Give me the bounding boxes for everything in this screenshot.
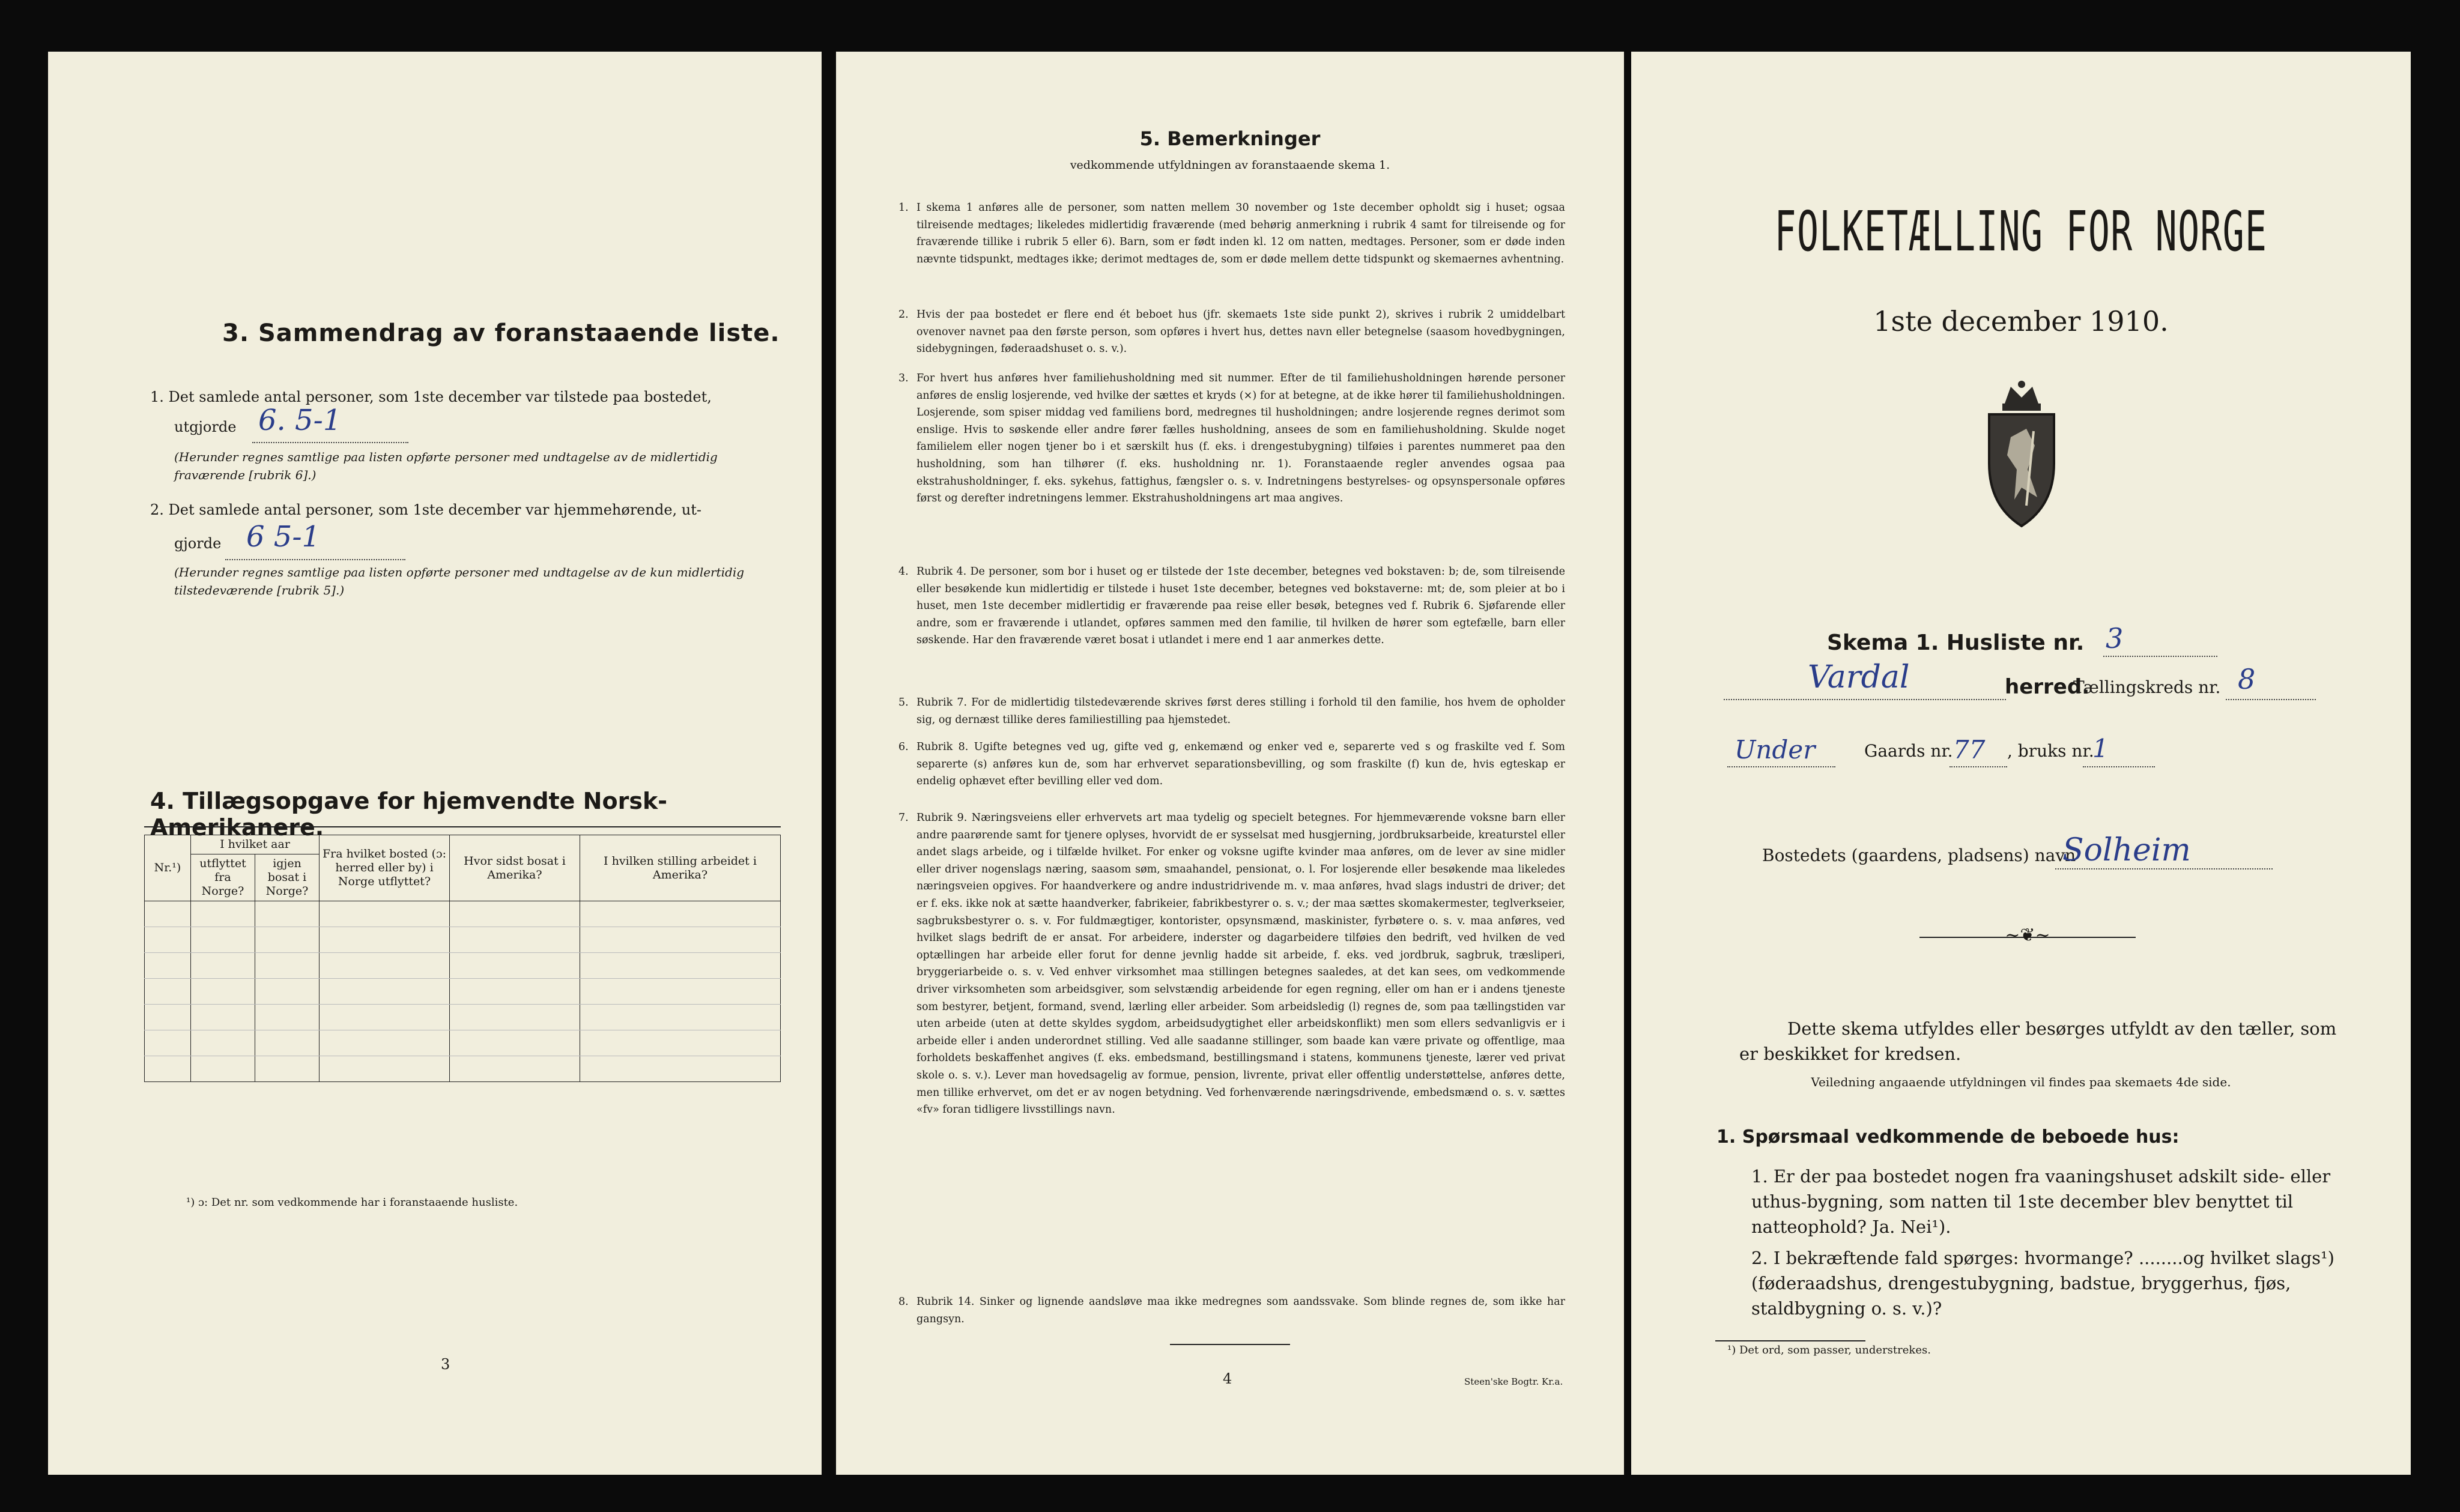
veiledning: Veiledning angaaende utfyldningen vil findes paa skemaets 4de side.: [1811, 1075, 2231, 1089]
divider-rule: [1170, 1344, 1290, 1345]
ornament: ~❦~: [2005, 925, 2050, 946]
husliste-nr: 3: [2106, 622, 2124, 655]
remark-6: 6. Rubrik 8. Ugifte betegnes ved ug, gifte ved g, enkemænd og enker ved e, separerte ved s og fraskilte ved f. Som separerte (s) anføres kun de, som har erhvervet separationsbevilling, og som fraskilte (f) kun de, hvis egteskap er endelig ophævet efter bevilling eller ved dom.: [898, 741, 1565, 788]
kreds-label: Tællingskreds nr.: [2073, 677, 2221, 697]
col-stilling: I hvilken stilling arbeidet i Amerika?: [580, 835, 781, 901]
question-2: 2. I bekræftende fald spørges: hvormange? ........og hvilket slags¹) (føderaadshus, drengestubygning, badstue, bryggerhus, fjøs, staldbygning o. s. v.)?: [1751, 1248, 2334, 1319]
remark-7: 7. Rubrik 9. Næringsveiens eller erhvervets art maa tydelig og specielt betegnes. For hjemmeværende voksne barn eller andre paarørende samt for tjenere oplyses, hvorvidt de er sysselsat med husgjerning, jordbruksarbeide, kreaturstel eller andet slags arbeide, og i tilfælde hvilket. For enker og voksne ugifte kvinder maa anføres, om de lever av sine midler eller driver nogenslags næring, saasom søm, smaahandel, pensionat, o. l. For losjerende eller besøkende maa likeledes næringsveien opgives. For haandverkere og andre industridrivende m. v. maa anføres, hvad slags industri de driver; det er f. eks. ikke nok at sætte haandverker, fabrikeier, fabrikbestyrer o. s. v.; der maa sættes skomakermester, teglverkseier, sagbruksbestyrer o. s. v. For fuldmægtiger, kontorister, opsynsmænd, maskinister, fyrbøtere o. s. v. maa anføres, ved hvilket slags bedrift de er ansat. For arbeidere, inderster og dagarbeidere tilføies den bedrift, ved hvilken de ved optællingen har arbeide eller forut for denne jevnlig hadde sit arbeide, f. eks. ved jordbruk, sagbruk, træsliperi, bryggeriarbeide o. s. v. Ved enhver virksomhet maa stillingen betegnes saaledes, at det kan sees, om vedkommende driver virksomheten som arbeidsgiver, som selvstændig arbeidende for egen regning, eller om han er i andens tjeneste som bestyrer, betjent, formand, svend, lærling eller arbeider. Som arbeidsledig (l) regnes de, som paa tællingstiden var uten arbeide (uten at dette skyldes sygdom, arbeidsudygtighet eller arbeidskonflikt) men som ellers sedvanligvis er i arbeide eller i anden underordnet stilling. Ved alle saadanne stillinger, som baade kan være private og offentlige, maa forholdets beskaffenhet angives (f. eks. embedsmand, bestillingsmand i statens, kommunens tjeneste, lærer ved privat skole o. s. v.). Lever man hovedsagelig av formue, pension, livrente, privat eller offentlig understøttelse, anføres dette, men tillike erhvervet, om det er av nogen betydning. Ved forhenværende næringsdrivende, embedsmænd o. s. v. sættes «fv» foran tidligere livsstillings navn.: [898, 812, 1565, 1116]
s3-item-1-line: [252, 442, 408, 443]
s3-item-1-label: utgjorde: [174, 419, 237, 435]
table-row: [145, 1030, 781, 1056]
gaard-nr: 77: [1953, 735, 1986, 764]
table-row: [145, 1005, 781, 1030]
herred-handwriting: Vardal: [1808, 659, 1910, 695]
section-4-title: 4. Tillægsopgave for hjemvendte Norsk-Amerikanere.: [150, 788, 667, 841]
s3-item-1: 1. Det samlede antal personer, som 1ste december var tilstede paa bostedet,: [150, 389, 712, 405]
page-number-3: 3: [441, 1356, 450, 1373]
footnote: ¹) Det ord, som passer, understrekes.: [1727, 1344, 1931, 1356]
coat-of-arms-icon: [1969, 380, 2074, 530]
s3-item-2-label: gjorde: [174, 535, 222, 552]
remark-1: 1. I skema 1 anføres alle de personer, som natten mellem 30 november og 1ste december opholdt sig i huset; ogsaa tilreisende medtages; likeledes midlertidig fraværende (med behørig anmerkning i rubrik 4 samt for tilreisende og for fraværende tillike i rubrik 5 eller 6). Barn, som er født inden kl. 12 om natten, medtages. Personer, som er døde inden nævnte tidspunkt, medtages ikke; derimot medtages de, som er døde mellem dette tidspunkt og skemaernes avhentning.: [898, 202, 1565, 265]
s3-item-2: 2. Det samlede antal personer, som 1ste december var hjemmehørende, ut-: [150, 501, 701, 518]
s3-item-1-note: (Herunder regnes samtlige paa listen opførte personer med undtagelse av de midlertidig fraværende [rubrik 6].): [174, 450, 718, 482]
col-group-year: I hvilket aar: [191, 835, 320, 854]
bosted-handwriting: Solheim: [2062, 832, 2191, 868]
col-nr: Nr.¹): [145, 835, 191, 901]
remark-4: 4. Rubrik 4. De personer, som bor i huset og er tilstede der 1ste december, betegnes ved bokstaven: b; de, som tilreisende eller besøkende kun midlertidig er tilstede i huset 1ste december, betegnes ved bokstaverne: mt; de, som pleier at bo i huset, men 1ste december midlertidig er fraværende paa reise eller besøk, betegnes ved f. Rubrik 6. Sjøfarende eller andre, som er fraværende i utlandet, opføres sammen med den familie, til hvilken de hører som egtefælle, barn eller søskende. Har den fraværende været bosat i utlandet i mere end 1 aar anmerkes dette.: [898, 566, 1565, 647]
gaard-label: Gaards nr.: [1864, 741, 1953, 761]
col-igjen-bosat: igjen bosat i Norge?: [255, 854, 320, 901]
s3-item-2-handwriting: 6 5-1: [246, 520, 321, 554]
page-number-4: 4: [1223, 1370, 1232, 1387]
table-row: [145, 927, 781, 953]
bruk-nr: 1: [2092, 734, 2109, 763]
table-row: [145, 953, 781, 979]
census-title: FOLKETÆLLING FOR NORGE: [1774, 199, 2268, 264]
bosted-label: Bostedets (gaardens, pladsens) navn: [1762, 845, 2076, 865]
question-1: 1. Er der paa bostedet nogen fra vaaningshuset adskilt side- eller uthus-bygning, som natten til 1ste december blev benyttet til natteophold? Ja. Nei¹).: [1751, 1166, 2331, 1237]
remark-3: 3. For hvert hus anføres hver familiehusholdning med sit nummer. Efter de til familiehusholdningen hørende personer anføres de enslig losjerende, ved hvilke der sættes et kryds (×) for at betegne, at de ikke hører til familiehusholdningen. Losjerende, som spiser middag ved familiens bord, medregnes til husholdningen; andre losjerende regnes derimot som enslige. Hvis to søskende eller andre fører fælles husholdning, ansees de som en familiehusholdning. Skulde noget familielem eller nogen tjener bo i et særskilt hus (f. eks. i drengestubygning) tilføies i parentes nummeret paa den husholdning, som han tilhører (f. eks. husholdning nr. 1). Foranstaaende regler anvendes ogsaa paa ekstrahusholdninger, f. eks. sykehus, fattighus, fængsler o. s. v. Indretningens bestyrelses- og opsynspersonale opføres først og derefter indretningens lemmer. Ekstrahusholdningens art maa angives.: [898, 372, 1565, 505]
census-date: 1ste december 1910.: [1873, 305, 2169, 337]
s3-item-1-handwriting: 6. 5-1: [258, 404, 342, 437]
remark-8: 8. Rubrik 14. Sinker og lignende aandsløve maa ikke medregnes som aandssvake. Som blinde regnes de, som ikke har gangsyn.: [898, 1296, 1565, 1325]
table-row: [145, 979, 781, 1005]
s3-item-2-note: (Herunder regnes samtlige paa listen opførte personer med undtagelse av de kun midlertidig tilstedeværende [rubrik 5].): [174, 565, 745, 597]
s4-footnote: ¹) ɔ: Det nr. som vedkommende har i foranstaaende husliste.: [186, 1196, 518, 1209]
section-5-title: 5. Bemerkninger: [1139, 127, 1321, 150]
norsk-amerikanere-table: [144, 835, 781, 1082]
table-top-rule: [144, 826, 781, 827]
col-hvor-bosat: Hvor sidst bosat i Amerika?: [450, 835, 580, 901]
remark-2: 2. Hvis der paa bostedet er flere end ét beboet hus (jfr. skemaets 1ste side punkt 2), skrives i rubrik 2 umiddelbart ovenover navnet paa den første person, som opføres i hvert hus, dettes navn eller betegnelse (saasom hovedbygningen, sidebygningen, føderaadshuset o. s. v.).: [898, 309, 1565, 355]
s3-item-2-line: [225, 559, 405, 560]
page-right: [1631, 52, 2411, 1475]
section-5-subtitle: vedkommende utfyldningen av foranstaaende skema 1.: [1070, 159, 1390, 172]
intro-text: Dette skema utfyldes eller besørges utfyldt av den tæller, som er beskikket for kredsen.: [1739, 1018, 2337, 1064]
table-row: [145, 1056, 781, 1082]
table-row: [145, 901, 781, 927]
printer-mark: Steen'ske Bogtr. Kr.a.: [1464, 1376, 1563, 1387]
bruk-label: , bruks nr.: [2007, 741, 2094, 761]
gaard-handwriting: Under: [1734, 735, 1816, 764]
skema-label: Skema 1. Husliste nr.: [1827, 631, 2085, 655]
remark-5: 5. Rubrik 7. For de midlertidig tilstedeværende skrives først deres stilling i forhold til den familie, hos hvem de opholder sig, og dernæst tillike deres familiestilling paa hjemstedet.: [898, 697, 1565, 726]
herred-label: herred.: [2005, 675, 2090, 699]
kreds-nr: 8: [2238, 663, 2256, 695]
col-utflyttet: utflyttet fra Norge?: [191, 854, 255, 901]
section-3-title: 3. Sammendrag av foranstaaende liste.: [222, 319, 780, 347]
question-heading: 1. Spørsmaal vedkommende de beboede hus:: [1716, 1126, 2180, 1148]
page-middle: [836, 52, 1624, 1475]
col-fra-bosted: Fra hvilket bosted (ɔ: herred eller by) i Norge utflyttet?: [320, 835, 450, 901]
page-left: [48, 52, 822, 1475]
